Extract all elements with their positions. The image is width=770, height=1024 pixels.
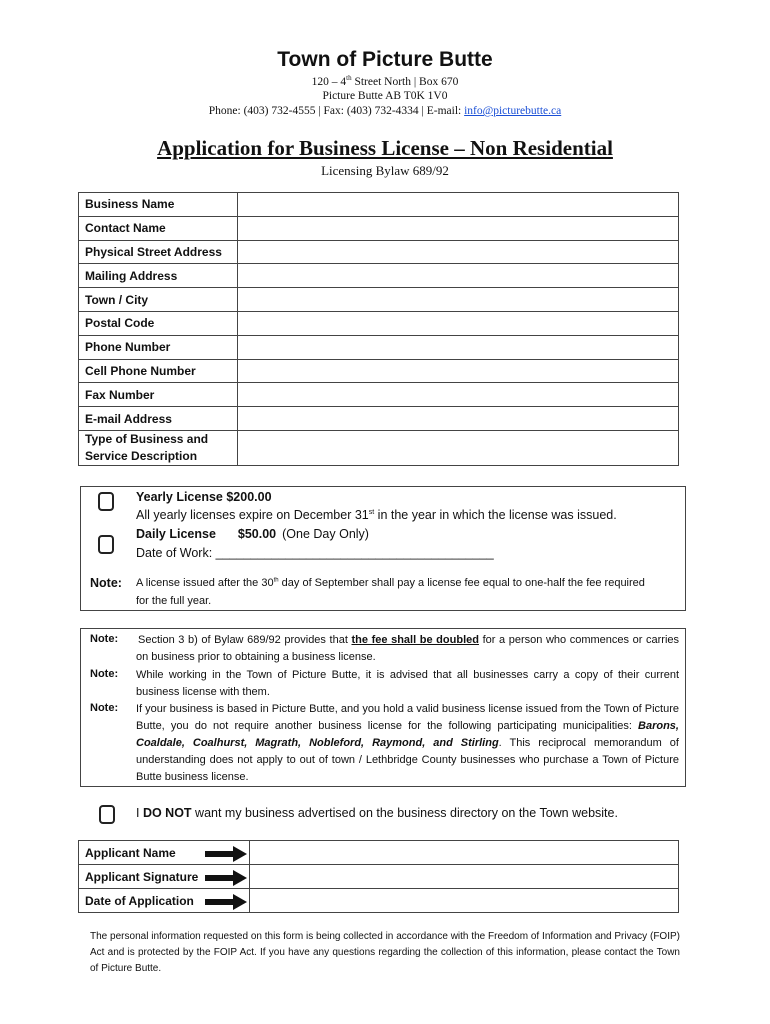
date-of-work-field[interactable]: Date of Work: ________________________________________ xyxy=(136,546,494,560)
business-type-field[interactable] xyxy=(238,430,679,465)
arrow-right-icon xyxy=(205,894,247,910)
mailing-address-field[interactable] xyxy=(238,264,679,288)
note-label: Note: xyxy=(90,702,119,714)
field-label: Mailing Address xyxy=(79,264,238,288)
field-label: Applicant Signature xyxy=(79,865,250,889)
org-title: Town of Picture Butte xyxy=(277,48,493,71)
no-advertise-checkbox[interactable] xyxy=(99,805,115,824)
table-row xyxy=(79,216,679,240)
table-row xyxy=(79,889,679,913)
town-city-field[interactable] xyxy=(238,288,679,312)
table-row xyxy=(79,407,679,431)
field-label: Date of Application xyxy=(79,889,250,913)
table-row xyxy=(79,430,679,465)
email-address-field[interactable] xyxy=(238,407,679,431)
business-name-field[interactable] xyxy=(238,193,679,217)
daily-license-checkbox[interactable] xyxy=(98,535,114,554)
yearly-license-note: All yearly licenses expire on December 31st in the year in which the license was issued. xyxy=(136,508,617,522)
arrow-right-icon xyxy=(205,846,247,862)
field-label: Type of Business and Service Description xyxy=(79,430,238,465)
contact-line: Phone: (403) 732-4555 | Fax: (403) 732-4334 | E-mail: info@picturebutte.ca xyxy=(208,105,562,117)
field-label: Postal Code xyxy=(79,311,238,335)
table-row xyxy=(79,311,679,335)
table-row xyxy=(79,240,679,264)
carry-license-note: While working in the Town of Picture Butte, it is advised that all businesses carry a copy of their current business license with them. xyxy=(136,669,679,698)
field-label: Business Name xyxy=(79,193,238,217)
city-line: Picture Butte AB T0K 1V0 xyxy=(322,90,448,102)
daily-license-line: Daily License $50.00 (One Day Only) xyxy=(136,527,369,541)
note-label: Note: xyxy=(90,576,122,590)
table-row xyxy=(79,335,679,359)
table-row xyxy=(79,359,679,383)
field-label: E-mail Address xyxy=(79,407,238,431)
table-row xyxy=(79,288,679,312)
field-label: Cell Phone Number xyxy=(79,359,238,383)
page-title: Application for Business License – Non Residential xyxy=(157,136,613,160)
reciprocal-note: If your business is based in Picture Butte, and you hold a valid business license issued from the Town of Picture Butte, you do not require another business license for the following participating municipalities: Barons, Coaldale, Coalhurst, Magrath, Nobleford, Raymond, and Stirling. This reciprocal memorandum of understanding does not apply to out of town / Lethbridge County businesses who purchase a Town of Picture Butte business license. xyxy=(136,703,679,783)
field-label: Town / City xyxy=(79,288,238,312)
cell-phone-field[interactable] xyxy=(238,359,679,383)
street-address-field[interactable] xyxy=(238,240,679,264)
no-advertise-label: I DO NOT want my business advertised on the business directory on the Town website. xyxy=(136,806,618,820)
field-label: Applicant Name xyxy=(79,841,250,865)
email-link[interactable]: info@picturebutte.ca xyxy=(464,105,562,117)
bylaw-subtitle: Licensing Bylaw 689/92 xyxy=(321,163,449,178)
table-row xyxy=(79,865,679,889)
late-license-note-line2: for the full year. xyxy=(136,595,212,607)
note-label: Note: xyxy=(90,668,119,680)
foip-notice: The personal information requested on this form is being collected in accordance with the Freedom of Information and Privacy (FOIP) Act and is protected by the FOIP Act. If you have any questions regarding the collection of this information, please contact the Town of Picture Butte. xyxy=(90,931,680,974)
yearly-license-checkbox[interactable] xyxy=(98,492,114,511)
table-row xyxy=(79,383,679,407)
table-row xyxy=(79,193,679,217)
late-license-note: A license issued after the 30th day of September shall pay a license fee equal to one-half the fee required xyxy=(136,577,645,589)
postal-code-field[interactable] xyxy=(238,311,679,335)
arrow-right-icon xyxy=(205,870,247,886)
business-info-table xyxy=(78,192,679,466)
field-label: Physical Street Address xyxy=(79,240,238,264)
phone-number-field[interactable] xyxy=(238,335,679,359)
field-label: Contact Name xyxy=(79,216,238,240)
applicant-name-field[interactable] xyxy=(250,841,679,865)
application-date-field[interactable] xyxy=(250,889,679,913)
contact-name-field[interactable] xyxy=(238,216,679,240)
double-fee-note: Section 3 b) of Bylaw 689/92 provides that the fee shall be doubled for a person who commences or carries on business prior to obtaining a business license. xyxy=(136,634,680,663)
fax-number-field[interactable] xyxy=(238,383,679,407)
address-line: 120 – 4th Street North | Box 670 xyxy=(311,74,459,88)
field-label: Fax Number xyxy=(79,383,238,407)
applicant-signature-field[interactable] xyxy=(250,865,679,889)
field-label: Phone Number xyxy=(79,335,238,359)
table-row xyxy=(79,264,679,288)
yearly-license-label: Yearly License $200.00 xyxy=(136,490,272,504)
note-label: Note: xyxy=(90,633,119,645)
applicant-table xyxy=(78,840,679,913)
table-row xyxy=(79,841,679,865)
